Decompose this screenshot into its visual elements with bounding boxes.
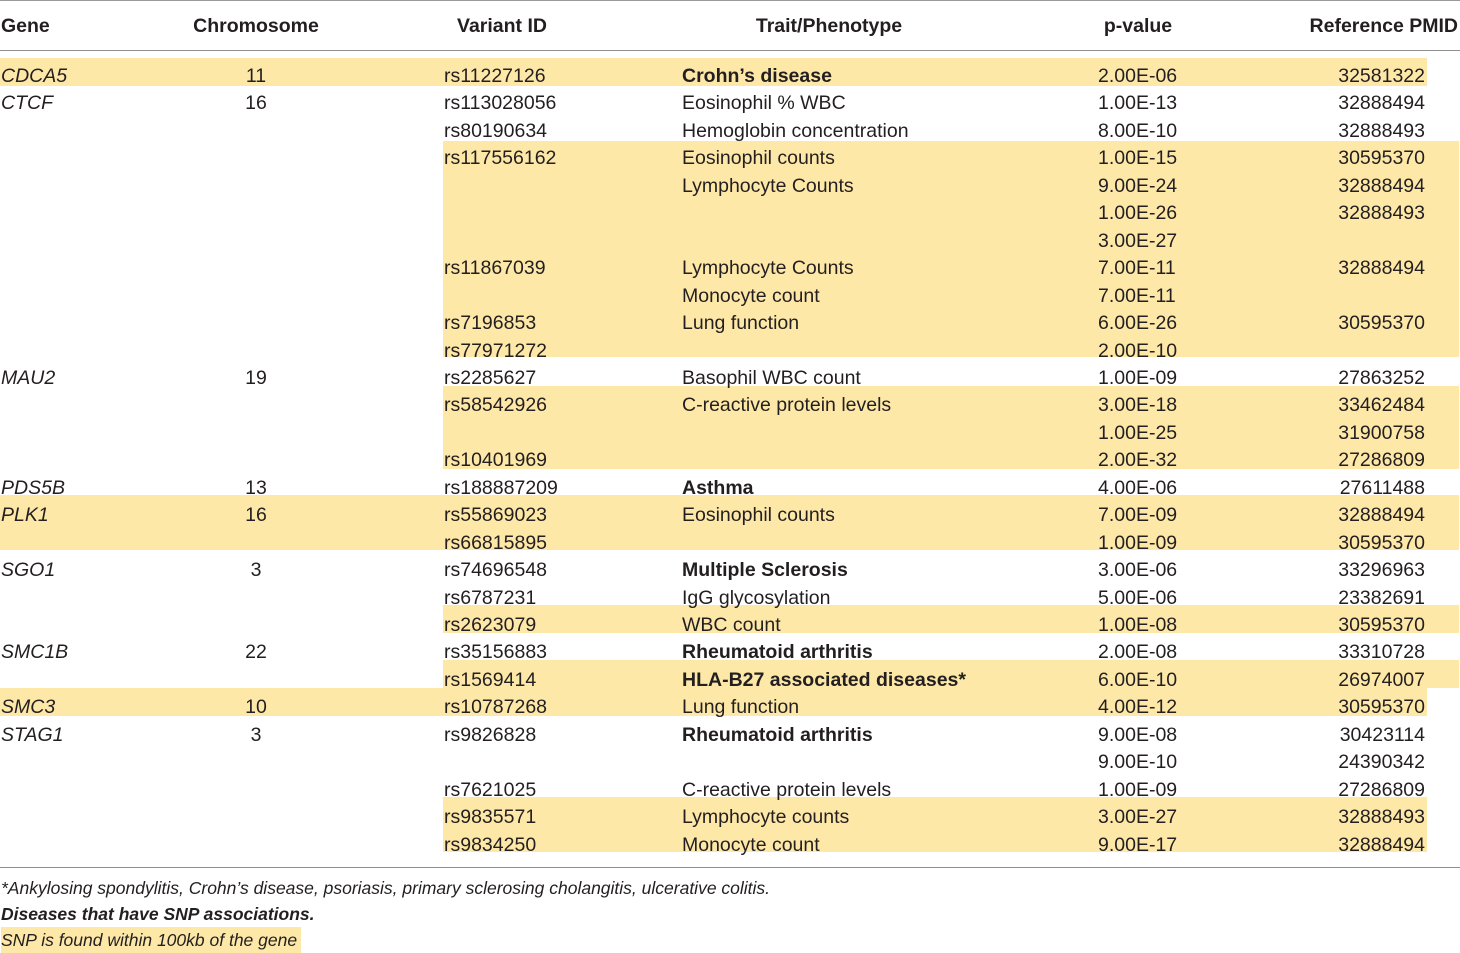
cell-pvalue: 2.00E-06 xyxy=(1098,65,1178,87)
cell-pmid: 24390342 xyxy=(1338,751,1425,773)
header-gene: Gene xyxy=(1,15,50,37)
cell-pvalue: 4.00E-06 xyxy=(1098,477,1178,499)
cell-pvalue: 5.00E-06 xyxy=(1098,587,1178,609)
cell-variant-id: rs6787231 xyxy=(444,587,537,609)
cell-pmid: 32888494 xyxy=(1338,257,1425,279)
cell-trait: Eosinophil % WBC xyxy=(682,92,846,114)
cell-trait: Multiple Sclerosis xyxy=(682,559,848,581)
cell-pmid: 23382691 xyxy=(1338,587,1425,609)
cell-chromosome: 13 xyxy=(245,477,267,499)
cell-variant-id: rs55869023 xyxy=(444,504,548,526)
cell-pvalue: 7.00E-11 xyxy=(1098,257,1176,279)
header-variant-id: Variant ID xyxy=(457,15,547,37)
cell-trait: Rheumatoid arthritis xyxy=(682,641,873,663)
cell-variant-id: rs9834250 xyxy=(444,834,537,856)
table-top-rule xyxy=(0,0,1460,1)
cell-variant-id: rs74696548 xyxy=(444,559,548,581)
highlight-band-ctcf xyxy=(443,141,1459,357)
cell-pvalue: 2.00E-32 xyxy=(1098,449,1178,471)
cell-trait: Lung function xyxy=(682,696,800,718)
cell-variant-id: rs9835571 xyxy=(444,806,537,828)
cell-pmid: 27611488 xyxy=(1339,477,1425,499)
cell-gene: STAG1 xyxy=(1,724,64,746)
cell-chromosome: 10 xyxy=(245,696,267,718)
cell-trait: HLA-B27 associated diseases* xyxy=(682,669,966,691)
cell-chromosome: 3 xyxy=(250,724,262,746)
cell-pvalue: 3.00E-18 xyxy=(1098,394,1178,416)
header-pmid: Reference PMID xyxy=(1309,15,1458,37)
highlight-band-sgo1 xyxy=(443,605,1459,633)
cell-gene: SMC3 xyxy=(1,696,56,718)
highlight-band-mau2 xyxy=(443,386,1459,469)
cell-variant-id: rs35156883 xyxy=(444,641,548,663)
cell-pvalue: 4.00E-12 xyxy=(1098,696,1178,718)
cell-pvalue: 1.00E-25 xyxy=(1098,422,1178,444)
cell-trait: Basophil WBC count xyxy=(682,367,861,389)
cell-pvalue: 3.00E-27 xyxy=(1098,230,1178,252)
cell-pvalue: 1.00E-09 xyxy=(1098,367,1178,389)
cell-pmid: 27286809 xyxy=(1338,779,1425,801)
cell-trait: Eosinophil counts xyxy=(682,147,835,169)
cell-pmid: 32888494 xyxy=(1338,834,1425,856)
header-trait: Trait/Phenotype xyxy=(755,15,903,37)
cell-trait: C-reactive protein levels xyxy=(682,779,892,801)
cell-pmid: 30595370 xyxy=(1338,532,1425,554)
cell-pmid: 26974007 xyxy=(1338,669,1425,691)
cell-chromosome: 3 xyxy=(250,559,262,581)
cell-gene: SMC1B xyxy=(1,641,69,663)
cell-pmid: 32581322 xyxy=(1338,65,1425,87)
cell-variant-id: rs7621025 xyxy=(444,779,537,801)
cell-variant-id: rs7196853 xyxy=(444,312,537,334)
cell-variant-id: rs113028056 xyxy=(444,92,557,114)
cell-variant-id: rs10401969 xyxy=(444,449,548,471)
cell-pvalue: 1.00E-08 xyxy=(1098,614,1178,636)
footnote-hla-b27: *Ankylosing spondylitis, Crohn’s disease, psoriasis, primary sclerosing cholangitis, ulcerative colitis. xyxy=(1,878,771,898)
cell-pmid: 33296963 xyxy=(1338,559,1425,581)
cell-pmid: 30595370 xyxy=(1338,614,1425,636)
cell-gene: CDCA5 xyxy=(1,65,68,87)
cell-pmid: 31900758 xyxy=(1338,422,1425,444)
cell-pmid: 30595370 xyxy=(1338,147,1425,169)
cell-pvalue: 6.00E-10 xyxy=(1098,669,1178,691)
cell-pmid: 30595370 xyxy=(1338,696,1425,718)
cell-pvalue: 9.00E-24 xyxy=(1098,175,1178,197)
header-chromosome: Chromosome xyxy=(193,15,319,37)
cell-pmid: 33462484 xyxy=(1338,394,1425,416)
cell-trait: Crohn’s disease xyxy=(682,65,832,87)
cell-pvalue: 3.00E-27 xyxy=(1098,806,1178,828)
cell-trait: IgG glycosylation xyxy=(682,587,831,609)
cell-variant-id: rs2623079 xyxy=(444,614,537,636)
cell-chromosome: 22 xyxy=(245,641,267,663)
cell-variant-id: rs58542926 xyxy=(444,394,548,416)
cell-variant-id: rs80190634 xyxy=(444,120,548,142)
cell-pvalue: 1.00E-13 xyxy=(1098,92,1178,114)
cell-pmid: 32888494 xyxy=(1338,175,1425,197)
cell-pmid: 32888493 xyxy=(1338,120,1425,142)
cell-trait: Eosinophil counts xyxy=(682,504,835,526)
header-pvalue: p-value xyxy=(1103,15,1173,37)
header-rule xyxy=(0,50,1460,51)
cell-chromosome: 16 xyxy=(245,504,267,526)
cell-variant-id: rs2285627 xyxy=(444,367,537,389)
cell-pvalue: 9.00E-08 xyxy=(1098,724,1178,746)
legend-bold-diseases: Diseases that have SNP associations. xyxy=(1,904,315,924)
cell-pmid: 32888494 xyxy=(1338,504,1425,526)
cell-chromosome: 11 xyxy=(245,65,267,87)
cell-pmid: 30423114 xyxy=(1339,724,1425,746)
cell-pvalue: 2.00E-08 xyxy=(1098,641,1178,663)
cell-gene: MAU2 xyxy=(1,367,56,389)
cell-trait: WBC count xyxy=(682,614,781,636)
cell-trait: Hemoglobin concentration xyxy=(682,120,909,142)
cell-variant-id: rs188887209 xyxy=(444,477,558,499)
cell-pmid: 32888494 xyxy=(1338,92,1425,114)
cell-trait: Monocyte count xyxy=(682,834,820,856)
cell-pvalue: 2.00E-10 xyxy=(1098,340,1178,362)
cell-pvalue: 1.00E-09 xyxy=(1098,532,1178,554)
cell-trait: Lymphocyte counts xyxy=(682,806,850,828)
cell-trait: Lung function xyxy=(682,312,800,334)
cell-pvalue: 3.00E-06 xyxy=(1098,559,1178,581)
cell-pmid: 27863252 xyxy=(1338,367,1425,389)
cell-variant-id: rs117556162 xyxy=(444,147,557,169)
cell-trait: Monocyte count xyxy=(682,285,820,307)
table-bottom-rule xyxy=(0,867,1460,868)
cell-variant-id: rs10787268 xyxy=(444,696,548,718)
cell-pvalue: 8.00E-10 xyxy=(1098,120,1178,142)
cell-gene: CTCF xyxy=(1,92,53,114)
cell-pvalue: 7.00E-11 xyxy=(1098,285,1176,307)
cell-variant-id: rs11867039 xyxy=(444,257,546,279)
highlight-band-stag1 xyxy=(443,797,1427,852)
cell-pvalue: 6.00E-26 xyxy=(1098,312,1178,334)
cell-trait: Asthma xyxy=(682,477,754,499)
cell-pmid: 32888493 xyxy=(1338,202,1425,224)
cell-variant-id: rs66815895 xyxy=(444,532,548,554)
cell-pvalue: 1.00E-09 xyxy=(1098,779,1178,801)
cell-pmid: 27286809 xyxy=(1338,449,1425,471)
cell-chromosome: 16 xyxy=(245,92,267,114)
legend-highlight-snp: SNP is found within 100kb of the gene xyxy=(1,927,301,953)
cell-pvalue: 1.00E-15 xyxy=(1098,147,1178,169)
cell-trait: Lymphocyte Counts xyxy=(682,175,854,197)
cell-gene: PDS5B xyxy=(1,477,65,499)
cell-gene: PLK1 xyxy=(1,504,49,526)
cell-gene: SGO1 xyxy=(1,559,56,581)
cell-trait: C-reactive protein levels xyxy=(682,394,892,416)
cell-pmid: 32888493 xyxy=(1338,806,1425,828)
cell-chromosome: 19 xyxy=(245,367,267,389)
cell-variant-id: rs9826828 xyxy=(444,724,537,746)
cell-variant-id: rs11227126 xyxy=(444,65,546,87)
cell-trait: Lymphocyte Counts xyxy=(682,257,854,279)
cell-variant-id: rs1569414 xyxy=(444,669,537,691)
cell-variant-id: rs77971272 xyxy=(444,340,548,362)
cell-pvalue: 9.00E-17 xyxy=(1098,834,1178,856)
cell-pvalue: 7.00E-09 xyxy=(1098,504,1178,526)
cell-pmid: 33310728 xyxy=(1338,641,1425,663)
cell-pvalue: 9.00E-10 xyxy=(1098,751,1178,773)
cell-trait: Rheumatoid arthritis xyxy=(682,724,873,746)
cell-pmid: 30595370 xyxy=(1338,312,1425,334)
cell-pvalue: 1.00E-26 xyxy=(1098,202,1178,224)
